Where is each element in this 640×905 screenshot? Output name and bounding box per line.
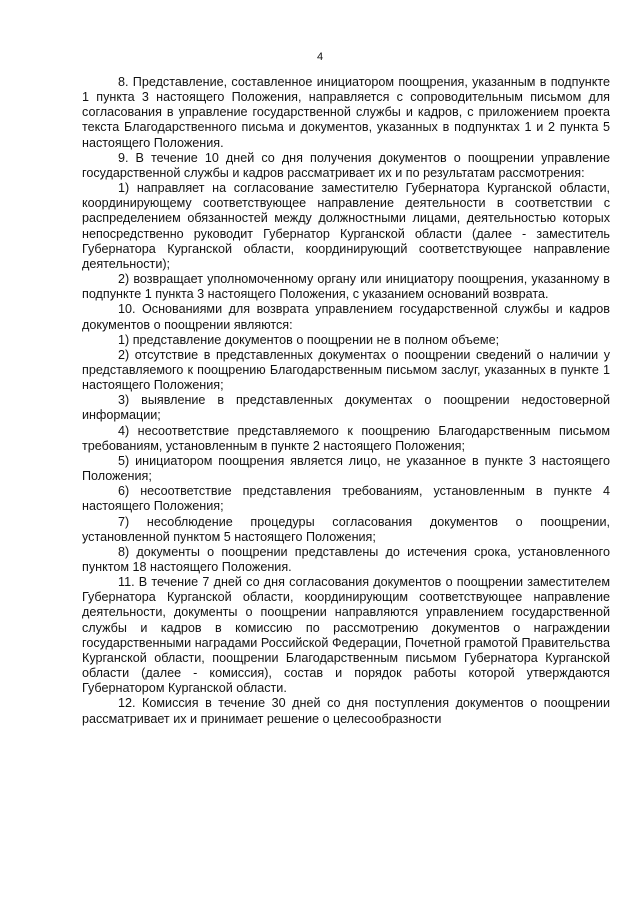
paragraph-10-item-6: 6) несоответствие представления требованиям, установленным в пункте 4 настоящего Положения; bbox=[82, 484, 610, 514]
paragraph-10-item-4: 4) несоответствие представляемого к поощрению Благодарственным письмом требованиям, установленным в пункте 2 настоящего Положения; bbox=[82, 423, 610, 453]
paragraph-10-item-5: 5) инициатором поощрения является лицо, не указанное в пункте 3 настоящего Положения; bbox=[82, 453, 610, 484]
paragraph-9-item-1: 1) направляет на согласование заместителю Губернатора Курганской области, координирующему соответствующее направление деятельности в соответствии с распределением обязанностей между должностными лицами, деятельностью которых непосредственно руководит Губернатор Курганской области (далее - заместитель Губернатора Курганской области, координирующий соответствующее направление деятельности); bbox=[82, 181, 610, 271]
paragraph-10-item-3: 3) выявление в представленных документах о поощрении недостоверной информации; bbox=[82, 393, 610, 423]
paragraph-10-item-2: 2) отсутствие в представленных документах о поощрении сведений о наличии у представляемого к поощрению Благодарственным письмом заслуг, указанных в пункте 1 настоящего Положения; bbox=[82, 347, 610, 393]
document-body bbox=[82, 75, 610, 727]
paragraph-10: 10. Основаниями для возврата управлением государственной службы и кадров документов о поощрении являются: bbox=[82, 302, 610, 332]
paragraph-9: 9. В течение 10 дней со дня получения документов о поощрении управление государственной службы и кадров рассматривает их и по результатам рассмотрения: bbox=[82, 150, 610, 180]
paragraph-12: 12. Комиссия в течение 30 дней со дня поступления документов о поощрении рассматривает их и принимает решение о целесообразности bbox=[82, 696, 610, 726]
paragraph-11: 11. В течение 7 дней со дня согласования документов о поощрении заместителем Губернатора Курганской области, координирующим соответствующее направление деятельности, документы о поощрении направляются управлением государственной службы и кадров в комиссию по рассмотрению документов о награждении государственными наградами Российской Федерации, Почетной грамотой Правительства Курганской области, поощрении Благодарственным письмом Губернатора Курганской области (далее - комиссия), состав и порядок работы которой утверждаются Губернатором Курганской области. bbox=[82, 575, 610, 696]
paragraph-10-item-7: 7) несоблюдение процедуры согласования документов о поощрении, установленной пунктом 5 настоящего Положения; bbox=[82, 514, 610, 544]
paragraph-10-item-8: 8) документы о поощрении представлены до истечения срока, установленного пунктом 18 настоящего Положения. bbox=[82, 544, 610, 574]
paragraph-9-item-2: 2) возвращает уполномоченному органу или инициатору поощрения, указанному в подпункте 1 пункта 3 настоящего Положения, с указанием оснований возврата. bbox=[82, 272, 610, 302]
paragraph-10-item-1: 1) представление документов о поощрении не в полном объеме; bbox=[118, 332, 500, 347]
page-number: 4 bbox=[316, 51, 324, 63]
paragraph-8: 8. Представление, составленное инициатором поощрения, указанным в подпункте 1 пункта 3 настоящего Положения, направляется с сопроводительным письмом для согласования в управление государственной службы и кадров, с приложением проекта текста Благодарственного письма и документов, указанных в подпунктах 1 и 2 пункта 5 настоящего Положения. bbox=[82, 75, 610, 150]
